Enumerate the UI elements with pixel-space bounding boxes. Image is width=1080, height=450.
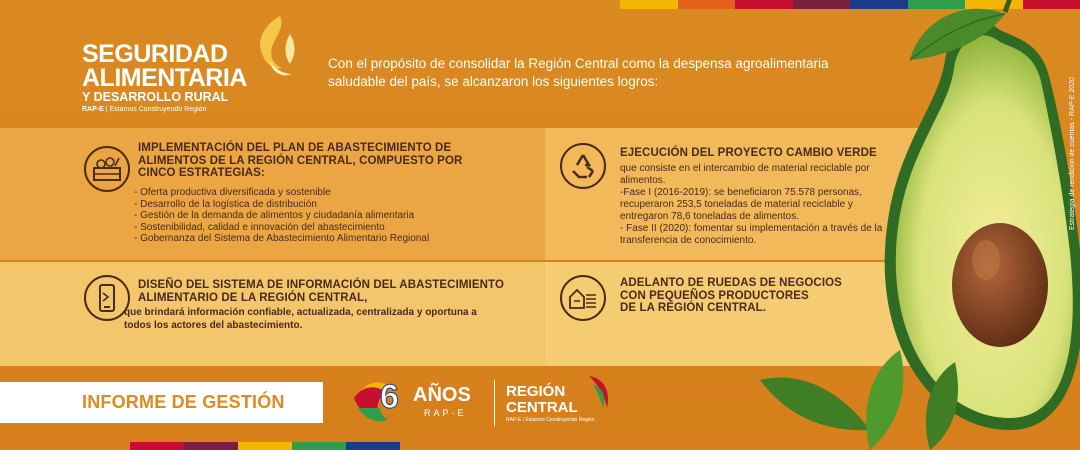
years-label: AÑOS (413, 384, 471, 406)
bottom-color-stripe (130, 442, 400, 450)
block3-title: DISEÑO DEL SISTEMA DE INFORMACIÓN DEL ABASTECIMIENTO ALIMENTARIO DE LA REGIÓN CENTRAL, (138, 279, 504, 304)
block2-line: - Fase II (2020): fomentar su implementación a través de la transferencia de conocimiento. (620, 223, 883, 246)
region-line-2: CENTRAL (506, 399, 578, 416)
list-item: - Sostenibilidad, calidad e innovación del abastecimiento (134, 221, 385, 233)
logo-line-1: SEGURIDAD (82, 40, 228, 68)
block1-list (134, 187, 429, 245)
block4-title-line: CON PEQUEÑOS PRODUCTORES (620, 289, 809, 302)
logo-tagline (82, 105, 206, 115)
region-line-1: REGIÓN (506, 383, 566, 400)
report-label: INFORME DE GESTIÓN (82, 392, 285, 412)
side-caption (1055, 40, 1075, 240)
avocado-illustration (760, 0, 1080, 450)
list-item: - Oferta productiva diversificada y sostenible (134, 187, 331, 198)
list-item: - Gestión de la demanda de alimentos y ciudadanía alimentaria (134, 210, 415, 222)
region-tagline: RAP-E | Estamos Construyendo Región (506, 417, 595, 423)
side-caption-text: Estrategia de rendición de cuentas - RAP-E 2020 (1069, 77, 1076, 230)
block1-title: IMPLEMENTACIÓN DEL PLAN DE ABASTECIMIENTO DE ALIMENTOS DE LA REGIÓN CENTRAL, COMPUESTO POR CINCO ESTRATEGIAS: (138, 142, 463, 179)
farm-handshake-icon (560, 275, 606, 321)
block2-title: EJECUCIÓN DEL PROYECTO CAMBIO VERDE (620, 147, 877, 159)
list-item: - Gobernanza del Sistema de Abastecimiento Alimentario Regional (134, 233, 430, 245)
block2-line: que consiste en el intercambio de material reciclable por alimentos. (620, 163, 870, 186)
years-org: RAP-E (424, 408, 467, 418)
logo-tagline-text: | Estamos Construyendo Región (105, 106, 207, 113)
report-banner (0, 382, 323, 423)
region-swoosh-icon (585, 372, 615, 412)
block4-title-line: DE LA REGIÓN CENTRAL. (620, 302, 767, 314)
logo-org: RAP-E (82, 106, 104, 113)
logo-line-3: Y DESARROLLO RURAL (82, 90, 229, 104)
vegetable-basket-icon (84, 146, 130, 192)
block3-body: que brindará información confiable, actualizada, centralizada y oportuna a todos los actores del abastecimiento. (124, 307, 477, 331)
logo-line-2: ALIMENTARIA (82, 64, 247, 92)
years-number: 6 (380, 378, 399, 416)
footer-divider (494, 380, 495, 426)
flame-icon (250, 14, 298, 84)
intro-text: Con el propósito de consolidar la Región Central como la despensa agroalimentaria saludable del país, se alcanzaron los siguientes logros: (328, 56, 829, 89)
recycle-icon (560, 143, 606, 189)
list-item: - Desarrollo de la logística de distribución (134, 198, 317, 210)
block4-title-line: ADELANTO DE RUEDAS DE NEGOCIOS (620, 277, 842, 289)
block2-line: -Fase I (2016-2019): se beneficiaron 75.578 personas, recuperaron 253,5 toneladas de material reciclable y entregaron 78,6 toneladas de alimentos. (620, 187, 862, 222)
